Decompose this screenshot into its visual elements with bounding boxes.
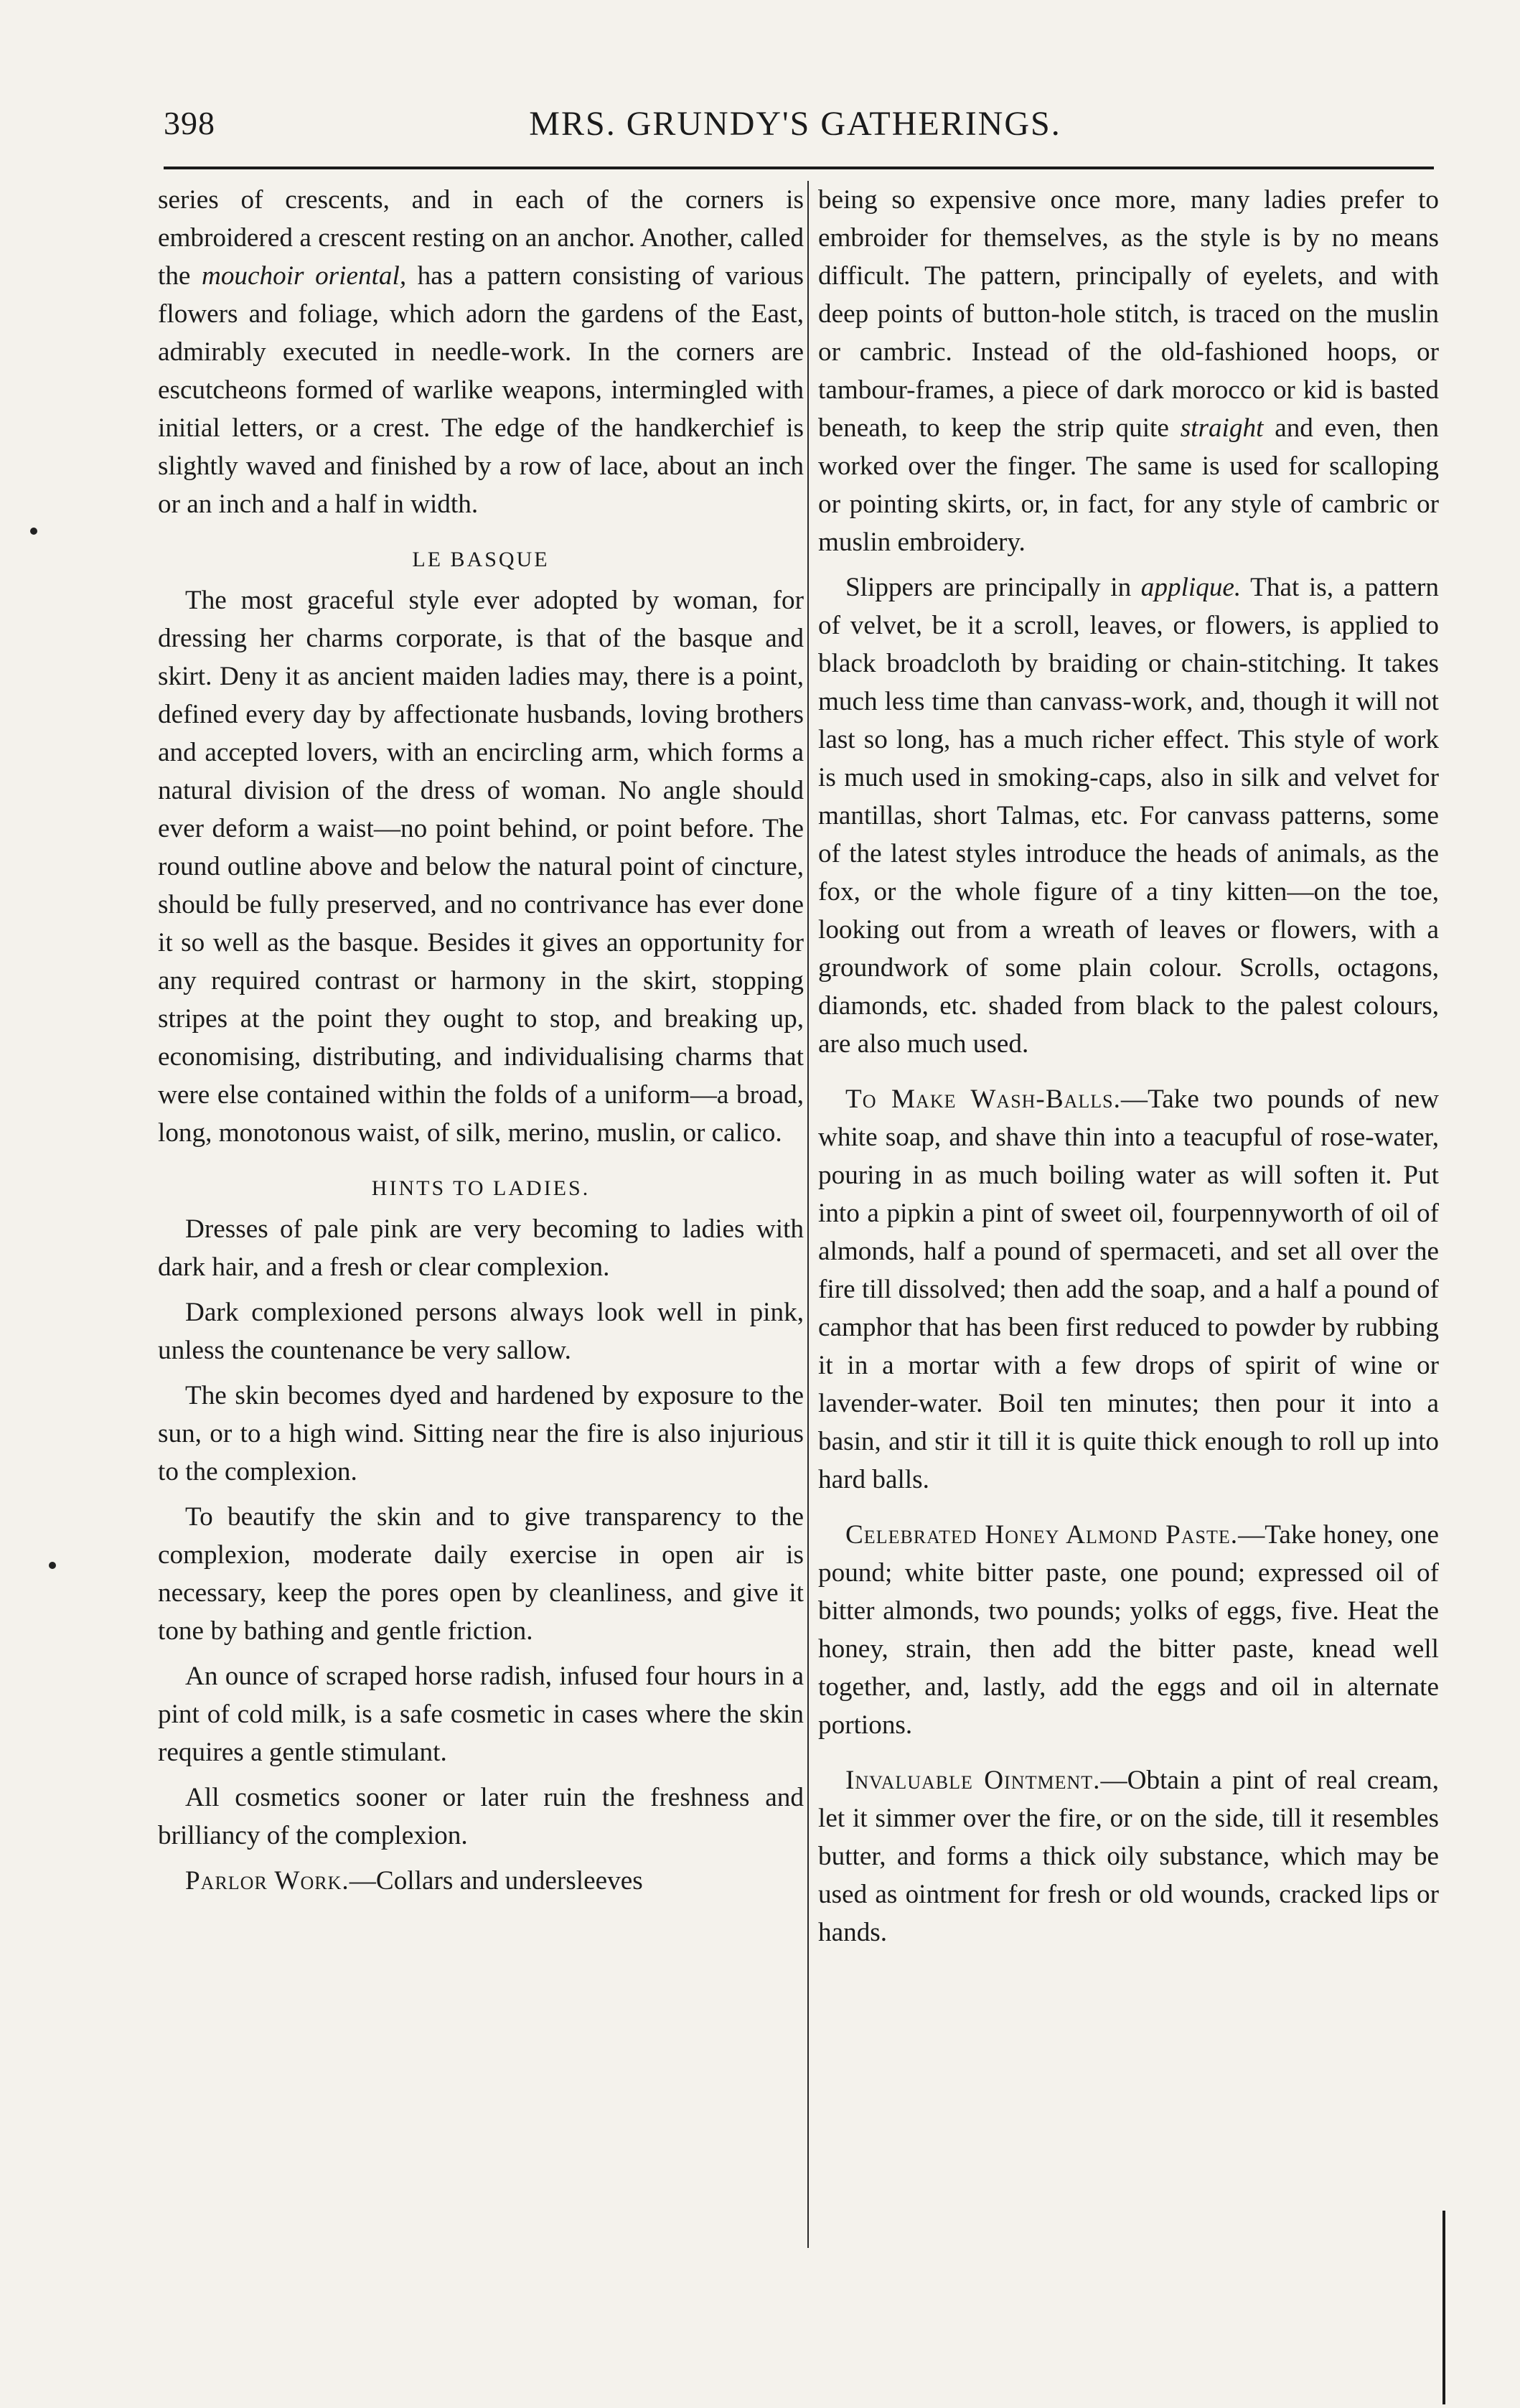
hint-paragraph: Dark complexioned persons always look well in pink, unless the countenance be very sallow. bbox=[158, 1298, 804, 1365]
margin-speck bbox=[30, 528, 37, 535]
basque-paragraph: The most graceful style ever adopted by woman, for dressing her charms corporate, is that of the basque and skirt. Deny it as ancient maiden ladies may, there is a point, defined every day by affectionate husbands, loving brothers and accepted lovers, with an encircling arm, which forms a natural division of the dress of woman. No angle should ever deform a waist—no point behind, or point before. The round outline above and below the natural point of cincture, should be fully preserved, and no contrivance has ever done it so well as the basque. Besides it gives an opportunity for any required contrast or harmony in the skirt, stopping stripes at the point they ought to stop, and breaking up, economising, distributing, and individualising charms that were else contained within the folds of a uniform—a broad, long, monotonous waist, of silk, merino, muslin, or calico. bbox=[158, 586, 804, 1148]
ointment-title: Invaluable Ointment. bbox=[845, 1766, 1101, 1795]
wash-balls-title: To Make Wash-Balls. bbox=[845, 1084, 1121, 1114]
handkerchief-paragraph: series of crescents, and in each of the corners is embroidered a crescent resting on an anchor. Another, called the mouchoir oriental, has a pattern consisting of various flowers and foliage, which adorn the gardens of the East, admirably executed in needle-work. In the corners are escutcheons formed of warlike weapons, intermingled with initial letters, or a crest. The edge of the handkerchief is slightly waved and finished by a row of lace, about an inch or an inch and a half in width. bbox=[158, 185, 804, 519]
page-title: MRS. GRUNDY'S GATHERINGS. bbox=[529, 105, 1061, 143]
parlor-work-paragraph: Parlor Work.—Collars and undersleeves bbox=[185, 1866, 643, 1896]
margin-speck bbox=[49, 1562, 56, 1569]
hint-paragraph: An ounce of scraped horse radish, infused four hours in a pint of cold milk, is a safe cosmetic in cases where the skin requires a gentle stimulant. bbox=[158, 1662, 804, 1767]
parlor-work-title: Parlor Work. bbox=[185, 1866, 349, 1896]
section-heading-le-basque: LE BASQUE bbox=[412, 548, 550, 571]
hint-paragraph: All cosmetics sooner or later ruin the freshness and brilliancy of the complexion. bbox=[158, 1783, 804, 1850]
hint-paragraph: To beautify the skin and to give transparency to the complexion, moderate daily exercise in open air is necessary, keep the pores open by cleanliness, and give it tone by bathing and gentle friction. bbox=[158, 1502, 804, 1646]
wash-balls-paragraph: To Make Wash-Balls.—Take two pounds of new white soap, and shave thin into a teacupful of rose-water, pouring in as much boiling water as will soften it. Put into a pipkin a pint of sweet oil, fourpennyworth of oil of almonds, half a pound of spermaceti, and set all over the fire till dissolved; then add the soap, and a half a pound of camphor that has been first reduced to powder by rubbing it in a mortar with a few drops of spirit of wine or lavender-water. Boil ten minutes; then pour it into a basin, and stir it till it is quite thick enough to roll up into hard balls. bbox=[818, 1084, 1439, 1494]
honey-paste-title: Celebrated Honey Almond Paste. bbox=[845, 1520, 1239, 1550]
left-column bbox=[158, 181, 804, 1900]
right-column bbox=[818, 181, 1439, 1952]
hint-paragraph: Dresses of pale pink are very becoming to ladies with dark hair, and a fresh or clear complexion. bbox=[158, 1214, 804, 1282]
honey-paste-paragraph: Celebrated Honey Almond Paste.—Take honey, one pound; white bitter paste, one pound; expressed oil of bitter almonds, two pounds; yolks of eggs, five. Heat the honey, strain, then add the bitter paste, knead well together, and, lastly, add the eggs and oil in alternate portions. bbox=[818, 1520, 1439, 1740]
page-edge-mark bbox=[1442, 2211, 1445, 2404]
section-heading-hints: HINTS TO LADIES. bbox=[371, 1176, 591, 1200]
running-head bbox=[164, 104, 1427, 154]
embroidery-paragraph: being so expensive once more, many ladies prefer to embroider for themselves, as the style is by no means difficult. The pattern, principally of eyelets, and with deep points of button-hole stitch, is traced on the muslin or cambric. Instead of the old-fashioned hoops, or tambour-frames, a piece of dark morocco or kid is basted beneath, to keep the strip quite straight and even, then worked over the finger. The same is used for scalloping or pointing skirts, or, in fact, for any style of cambric or muslin embroidery. bbox=[818, 185, 1440, 557]
ointment-paragraph: Invaluable Ointment.—Obtain a pint of real cream, let it simmer over the fire, or on the side, till it resembles butter, and forms a thick oily substance, which may be used as ointment for fresh or old wounds, cracked lips or hands. bbox=[818, 1766, 1440, 1947]
column-divider bbox=[807, 181, 809, 2248]
page-number: 398 bbox=[164, 105, 215, 141]
header-rule bbox=[164, 167, 1434, 169]
hint-paragraph: The skin becomes dyed and hardened by exposure to the sun, or to a high wind. Sitting near the fire is also injurious to the complexion. bbox=[158, 1381, 804, 1486]
slippers-paragraph: Slippers are principally in applique. That is, a pattern of velvet, be it a scroll, leaves, or flowers, is applied to black broadcloth by braiding or chain-stitching. It takes much less time than canvass-work, and, though it will not last so long, has a much richer effect. This style of work is much used in smoking-caps, also in silk and velvet for mantillas, short Talmas, etc. For canvass patterns, some of the latest styles introduce the heads of animals, as the fox, or the whole figure of a tiny kitten—on the toe, looking out from a wreath of leaves or flowers, with a groundwork of some plain colour. Scrolls, octagons, diamonds, etc. shaded from black to the palest colours, are also much used. bbox=[818, 573, 1440, 1059]
